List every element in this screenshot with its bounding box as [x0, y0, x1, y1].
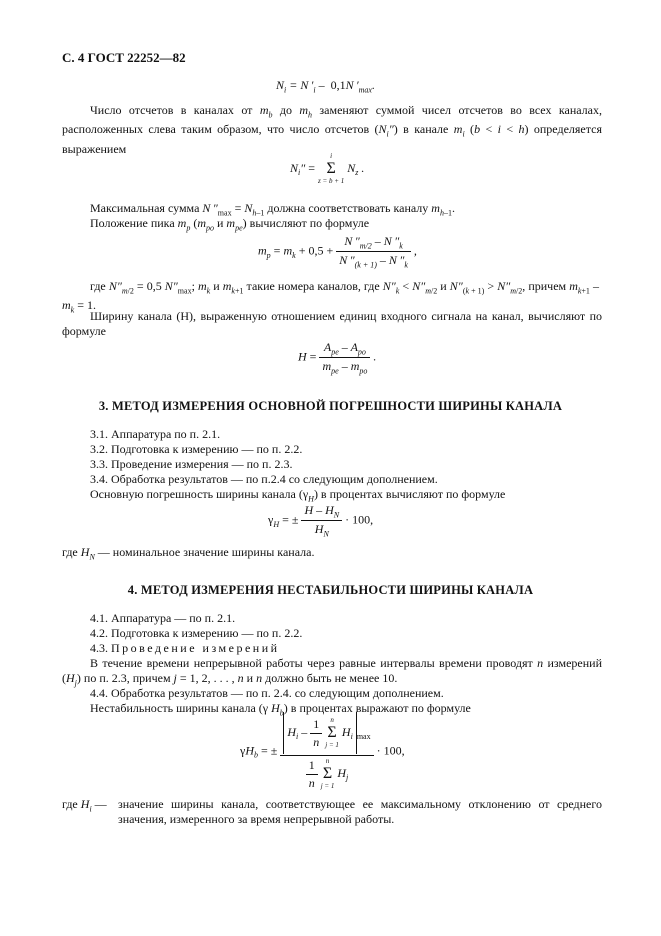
- formula-1: $N_i = N$ $'_i - 0,1N$ $'_{max}$.: [276, 78, 375, 95]
- formula-6: $\gamma H_b$ = ± $H_i$ – $\frac{1}{n}$ n Σ j = 1 $H_i$ $_{max}$ $\frac{1}{n}$ n Σ j = 1 $H_j$ · 100,: [240, 712, 405, 791]
- item-3-1: 3.1. Аппаратура по п. 2.1.: [90, 427, 221, 441]
- section-4-where: значение ширины канала, соответствующее ее максимальному отклонению от среднего значения, измеренного за время непрерывной работы.: [118, 797, 602, 826]
- page-header: С. 4 ГОСТ 22252—82: [62, 50, 186, 65]
- formula-4: H = $\frac{A_{pe} - A_{po}}{m_{pe} - m_{po}}$ .: [298, 340, 377, 376]
- item-3-4: 3.4. Обработка результатов — по п.2.4 со следующим дополнением.: [90, 472, 438, 486]
- section-4-text-2: Нестабильность ширины канала (γ $H_b$) в процентах выражают по формуле: [90, 701, 471, 718]
- paragraph-3: Положение пика $m_p$ ($m_{po}$ и $m_{pe}$) вычисляют по формуле: [90, 216, 370, 233]
- item-3-2: 3.2. Подготовка к измерению — по п. 2.2.: [90, 442, 303, 456]
- paragraph-2: Максимальная сумма N $''_{max} = N_{h-1}$ должна соответствовать каналу $m_{h-1}$.: [90, 201, 455, 218]
- section-3-where: где $H_N$ — номинальное значение ширины канала.: [62, 545, 315, 562]
- item-4-2: 4.2. Подготовка к измерению — по п. 2.2.: [90, 626, 303, 640]
- formula-5: $\gamma_H$ = ± $\frac{H - H_N}{H_N}$ · 100,: [268, 503, 374, 539]
- section-3-title: 3. МЕТОД ИЗМЕРЕНИЯ ОСНОВНОЙ ПОГРЕШНОСТИ ШИРИНЫ КАНАЛА: [98, 399, 563, 413]
- item-3-3: 3.3. Проведение измерения — по п. 2.3.: [90, 457, 293, 471]
- paragraph-4: где $N''_{m/2} = 0,5$ $N''_{max}$; $m_k$ и $m_{k+1}$ такие номера каналов, где $N''_k < N''_{m/2}$ и $N''_{(k + 1)} > N''_{m/2}$, причем $m_{k+1} - m_k = 1$.: [62, 279, 602, 315]
- paragraph-5: Ширину канала (H), выраженную отношением единиц входного сигнала на канал, вычисляют по формуле: [62, 309, 602, 338]
- item-4-1: 4.1. Аппаратура — по п. 2.1.: [90, 611, 236, 625]
- paragraph-1: Число отсчетов в каналах от $m_b$ до $m_h$ заменяют суммой чисел отсчетов во всех каналах, расположенных слева таким образом, что число отсчетов $(N_i'')$ в канале $m_i$ (b < i < h) определяется выражением: [62, 103, 602, 156]
- formula-2: $N_i''$ = i Σ z = b + 1 $N_z$ .: [290, 152, 365, 185]
- section-4-title: 4. МЕТОД ИЗМЕРЕНИЯ НЕСТАБИЛЬНОСТИ ШИРИНЫ КАНАЛА: [127, 583, 534, 597]
- item-4-3: 4.3. Проведение измерений: [90, 641, 280, 655]
- item-4-4: 4.4. Обработка результатов — по п. 2.4. со следующим дополнением.: [90, 686, 444, 700]
- section-4-where-label: где $H_i$ —: [62, 797, 107, 814]
- section-4-text-1: В течение времени непрерывной работы через равные интервалы времени проводят n измерений $(H_j)$ по п. 2.3, причем j = 1, 2, . . . , n и n должно быть не менее 10.: [62, 656, 602, 688]
- formula-3: $m_p = m_k + 0,5$ + $\frac{N ''_{m/2} - N ''_k}{N ''_{(k + 1)} - N ''_k}$ ,: [258, 234, 417, 270]
- section-3-text: Основную погрешность ширины канала $(\gamma_H)$ в процентах вычисляют по формуле: [90, 487, 506, 504]
